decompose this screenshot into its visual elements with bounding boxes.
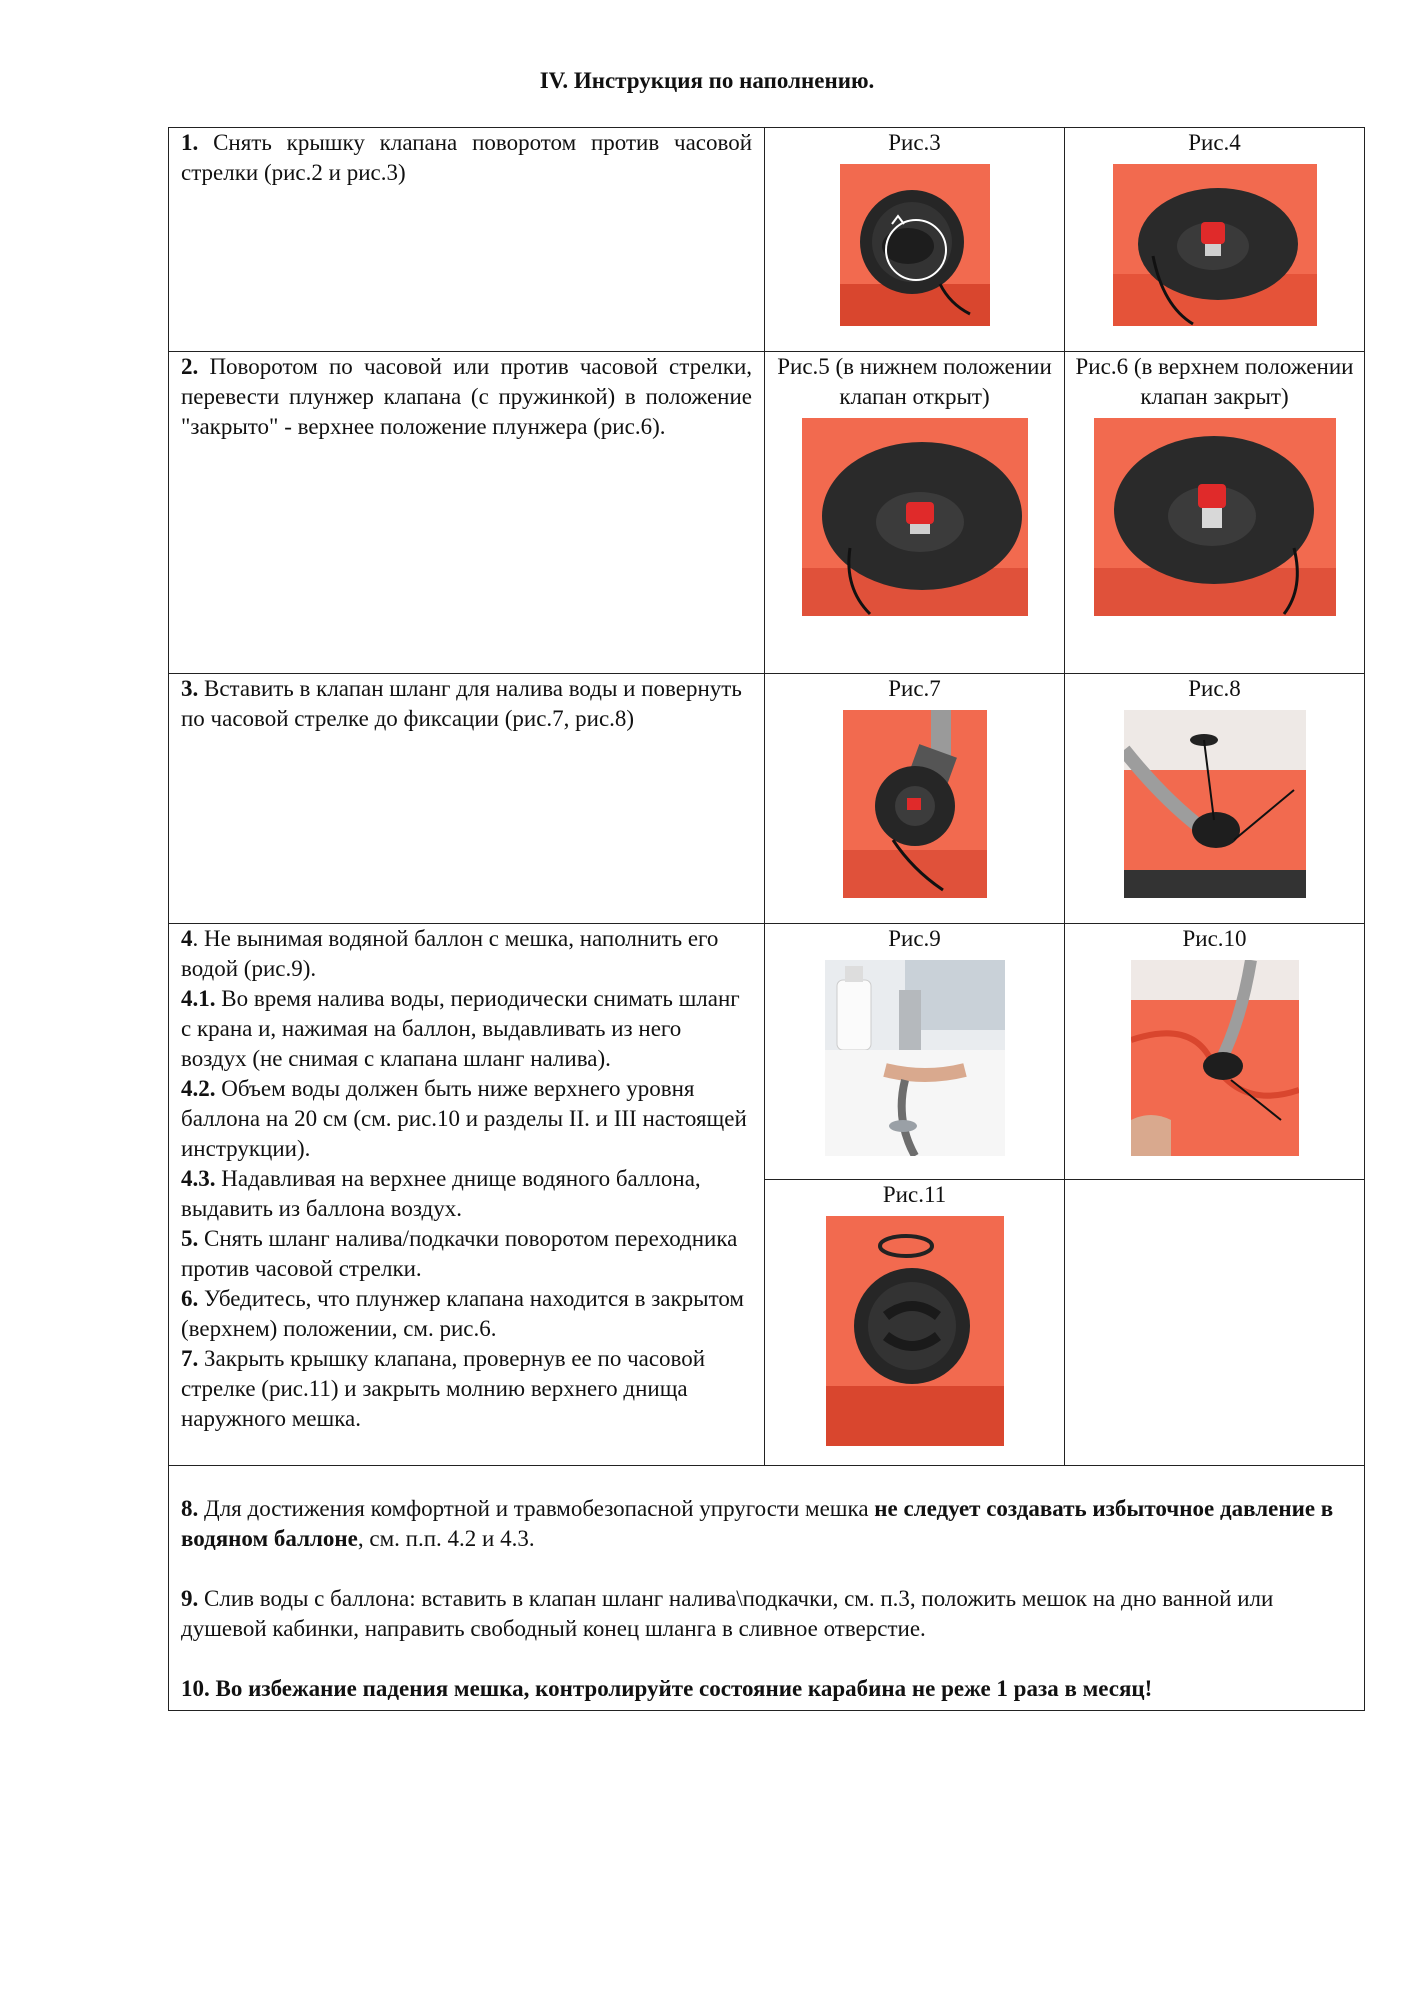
note-9 <box>181 1584 1352 1644</box>
fig-8-caption: Рис.8 <box>1188 676 1241 701</box>
fig-11-caption: Рис.11 <box>882 1182 947 1207</box>
fig-3-caption: Рис.3 <box>888 130 941 155</box>
fig-4-photo <box>1113 164 1317 326</box>
step-4-number: 4 <box>181 926 193 951</box>
step-4-3-number: 4.3. <box>181 1166 216 1191</box>
step-4-2-number: 4.2. <box>181 1076 216 1101</box>
fig-3-cell <box>765 128 1065 352</box>
step-3-text-cell <box>169 674 765 924</box>
fig-10-cell <box>1065 924 1365 1180</box>
notes-cell <box>169 1466 1365 1711</box>
notes-row <box>169 1466 1365 1711</box>
note-9-text: Слив воды с баллона: вставить в клапан шланг налива\подкачки, см. п.3, положить мешок на дно ванной или душевой кабинки, направить свободный конец шланга в сливное отверстие. <box>181 1586 1274 1641</box>
step-4-text-cell <box>169 924 765 1466</box>
step-5-text: Снять шланг налива/подкачки поворотом переходника против часовой стрелки. <box>181 1226 738 1281</box>
step-1-number: 1. <box>181 130 199 155</box>
note-8 <box>181 1494 1352 1554</box>
fig-11-cell <box>765 1180 1065 1466</box>
fig-5-photo <box>802 418 1028 616</box>
step-1-text: Снять крышку клапана поворотом против часовой стрелки (рис.2 и рис.3) <box>181 130 753 185</box>
valve-cap-image <box>840 164 990 326</box>
step-7-text: Закрыть крышку клапана, провернув ее по часовой стрелке (рис.11) и закрыть молнию верхнего днища наружного мешка. <box>181 1346 706 1431</box>
valve-closed-image <box>1094 418 1336 616</box>
fig-4-cell <box>1065 128 1365 352</box>
fig-10-photo <box>1131 960 1299 1156</box>
step-row-2 <box>169 352 1365 674</box>
step-4-3-text: Надавливая на верхнее днище водяного баллона, выдавить из баллона воздух. <box>181 1166 701 1221</box>
fig-5-cell <box>765 352 1065 674</box>
step-row-1 <box>169 128 1365 352</box>
step-2-text-cell <box>169 352 765 674</box>
fig-7-cell <box>765 674 1065 924</box>
fig-9-photo <box>825 960 1005 1156</box>
step-7-number: 7. <box>181 1346 199 1371</box>
note-8-ref: , см. п.п. 4.2 и 4.3. <box>357 1526 535 1551</box>
note-8-text: Для достижения комфортной и травмобезопасной упругости мешка <box>198 1496 875 1521</box>
fig-7-caption: Рис.7 <box>888 676 941 701</box>
step-4-1-text: Во время налива воды, периодически снимать шланг с крана и, нажимая на баллон, выдавливать из него воздух (не снимая с клапана шланг налива). <box>181 986 740 1071</box>
closed-cap-image <box>826 1216 1004 1446</box>
fig-7-photo <box>843 710 987 898</box>
fig-9-cell <box>765 924 1065 1180</box>
step-4-1-number: 4.1. <box>181 986 216 1011</box>
fig-6-cell <box>1065 352 1365 674</box>
note-9-number: 9. <box>181 1586 199 1611</box>
filled-bag-image <box>1131 960 1299 1156</box>
step-2-number: 2. <box>181 354 199 379</box>
step-row-4 <box>169 924 1365 1180</box>
fig-5-caption: Рис.5 (в нижнем положении клапан открыт) <box>777 354 1052 409</box>
step-row-3 <box>169 674 1365 924</box>
fig-9-caption: Рис.9 <box>888 926 941 951</box>
step-4-list <box>169 924 764 1434</box>
step-6-number: 6. <box>181 1286 199 1311</box>
empty-cell <box>1065 1180 1365 1466</box>
fig-6-photo <box>1094 418 1336 616</box>
note-8-number: 8. <box>181 1496 199 1521</box>
step-6-text: Убедитесь, что плунжер клапана находится в закрытом (верхнем) положении, см. рис.6. <box>181 1286 744 1341</box>
fig-11-photo <box>826 1216 1004 1446</box>
instruction-table <box>168 127 1365 1711</box>
note-8-warning: не следует создавать избыточное давление в водяном баллоне <box>181 1496 1334 1551</box>
fig-10-caption: Рис.10 <box>1182 926 1247 951</box>
fig-4-caption: Рис.4 <box>1188 130 1241 155</box>
hose-in-valve-image <box>843 710 987 898</box>
step-2-text: Поворотом по часовой или против часовой стрелки, перевести плунжер клапана (с пружинкой) в положение "закрыто" - верхнее положение плунжера (рис.6). <box>181 354 753 439</box>
fig-3-photo <box>840 164 990 326</box>
step-1-text-cell <box>169 128 765 352</box>
step-3-text: Вставить в клапан шланг для налива воды и повернуть по часовой стрелке до фиксации (рис.7, рис.8) <box>181 676 742 731</box>
hose-on-bag-image <box>1124 710 1306 898</box>
step-4-2-text: Объем воды должен быть ниже верхнего уровня баллона на 20 см (см. рис.10 и разделы II. и III настоящей инструкции). <box>181 1076 747 1161</box>
note-10-warning: 10. Во избежание падения мешка, контролируйте состояние карабина не реже 1 раза в месяц! <box>181 1676 1153 1701</box>
fig-6-caption: Рис.6 (в верхнем положении клапан закрыт) <box>1075 354 1354 409</box>
step-3-number: 3. <box>181 676 199 701</box>
step-4-text: . Не вынимая водяной баллон с мешка, наполнить его водой (рис.9). <box>181 926 719 981</box>
open-valve-image <box>1113 164 1317 326</box>
sink-filling-image <box>825 960 1005 1156</box>
fig-8-photo <box>1124 710 1306 898</box>
valve-open-image <box>802 418 1028 616</box>
section-title: IV. Инструкция по наполнению. <box>539 68 875 93</box>
fig-8-cell <box>1065 674 1365 924</box>
step-5-number: 5. <box>181 1226 199 1251</box>
